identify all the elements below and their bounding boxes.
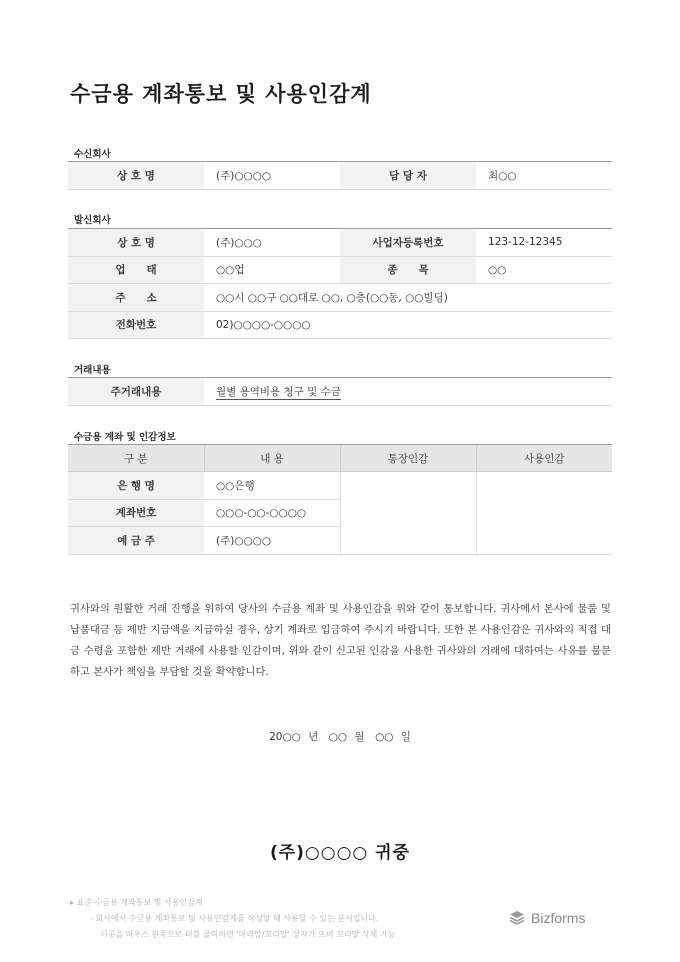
bizforms-stack-icon (508, 909, 526, 927)
sender-business-label: 업 태 (68, 256, 204, 284)
signee: (주)○○○○ 귀중 (269, 843, 411, 863)
sender-address-value: ○○시 ○○구 ○○대로 ○○, ○층(○○동, ○○빌딩) (204, 284, 612, 312)
document-date: 20○○ 년 ○○ 월 ○○ 일 (269, 731, 411, 743)
account-holder-label: 예 금 주 (68, 527, 204, 555)
notice-paragraph: 귀사와의 원활한 거래 진행을 위하여 당사의 수금용 계좌 및 사용인감을 위와 같이 통보합니다. 귀사에서 본사에 물품 및 납품대금 등 제반 지급액을 지급하실 경우, 상기 계좌로 입금하여 주시기 바랍니다. 또한 본 사용인감은 귀사와의 직접 대금 수령을 포함한 제반 거래에 사용할 인감이며, 위와 같이 신고된 인감을 사용한 귀사와의 거래에 대하여는 사유를 불문하고 본사가 책임을 부담할 것을 확약합니다. (70, 603, 611, 678)
recipient-manager-label: 담 당 자 (340, 162, 476, 190)
sender-regno-label: 사업자등록번호 (340, 229, 476, 257)
sender-phone-value: 02)○○○○-○○○○ (204, 311, 612, 339)
sender-name-label: 상 호 명 (68, 229, 204, 257)
table-row (68, 311, 612, 339)
account-section-label: 수금용 계좌 및 인감정보 (74, 432, 176, 443)
brand-name: Bizforms (531, 910, 586, 926)
sender-business-value: ○○업 (204, 256, 340, 284)
transaction-main-value: 월별 용역비용 청구 및 수금 (216, 385, 341, 398)
footer-note (70, 895, 395, 943)
account-table (68, 444, 612, 555)
bankbook-seal-box (340, 472, 476, 555)
table-header-row (68, 445, 612, 472)
account-number-label: 계좌번호 (68, 499, 204, 527)
footer-line-3: 이곳을 마우스 왼쪽으로 더블 클릭하면 '머리말/꼬리말' 상자가 뜨며 꼬리말 삭제 가능 (100, 930, 396, 939)
transaction-table (68, 377, 612, 406)
bank-name-label: 은 행 명 (68, 472, 204, 500)
sender-regno-value: 123-12-12345 (476, 229, 612, 257)
table-row (68, 229, 612, 257)
footer-line-2: - 회사에서 수금용 계좌통보 및 사용인감계를 작성할 때 사용할 수 있는 문서입니다. (90, 914, 379, 923)
sender-item-value: ○○ (476, 256, 612, 284)
sender-item-label: 종 목 (340, 256, 476, 284)
account-number-value: ○○○-○○-○○○○ (204, 499, 340, 527)
recipient-manager-value: 최○○ (476, 162, 612, 190)
header-content: 내 용 (204, 445, 340, 472)
table-row (68, 162, 612, 190)
header-bankbook-seal: 통장인감 (340, 445, 476, 472)
recipient-name-label: 상 호 명 (68, 162, 204, 190)
sender-table (68, 228, 612, 339)
recipient-name-value: (주)○○○○ (204, 162, 340, 190)
header-usage-seal: 사용인감 (476, 445, 612, 472)
sender-name-value: (주)○○○ (204, 229, 340, 257)
table-row (68, 284, 612, 312)
table-row (68, 472, 612, 500)
document-title: 수금용 계좌통보 및 사용인감계 (70, 82, 372, 106)
bank-name-value: ○○은행 (204, 472, 340, 500)
recipient-section-label: 수신회사 (74, 149, 111, 160)
header-category: 구 분 (68, 445, 204, 472)
usage-seal-box (476, 472, 612, 555)
sender-section-label: 발신회사 (74, 215, 111, 226)
footer-line-1: ▸ 표준 수금용 계좌통보 및 사용인감계 (70, 898, 203, 907)
transaction-section-label: 거래내용 (74, 365, 111, 376)
sender-phone-label: 전화번호 (68, 311, 204, 339)
sender-address-label: 주 소 (68, 284, 204, 312)
recipient-table (68, 161, 612, 190)
account-holder-value: (주)○○○○ (204, 527, 340, 555)
table-row (68, 378, 612, 406)
table-row (68, 256, 612, 284)
bizforms-logo (508, 909, 585, 927)
transaction-main-label: 주거래내용 (68, 378, 204, 406)
